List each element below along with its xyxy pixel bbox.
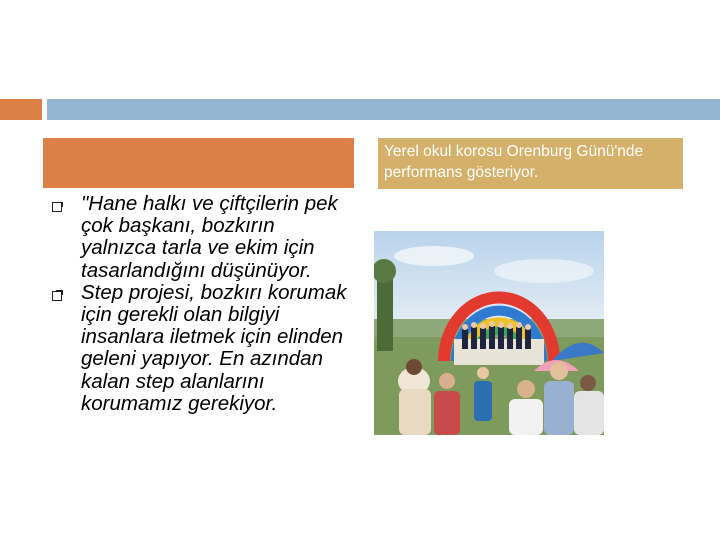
- checkbox-bullet-icon: [52, 291, 62, 301]
- checkbox-bullet-icon: [52, 202, 62, 212]
- title-placeholder-box: [43, 138, 354, 188]
- bullet-item: [48, 282, 348, 415]
- header-accent-bar-orange: [0, 99, 42, 120]
- bullet-item: [48, 193, 348, 282]
- photo-caption: Yerel okul korosu Orenburg Günü'nde performans gösteriyor.: [378, 138, 683, 189]
- bullet-text: "Hane halkı ve çiftçilerin pek çok başkanı, bozkırın yalnızca tarla ve ekim için tasarlandığını düşünüyor.: [81, 192, 338, 282]
- bullet-list: [48, 193, 348, 415]
- bullet-text: Step projesi, bozkırı korumak için gerekli olan bilgiyi insanlara iletmek için elinden geleni yapıyor. En azından kalan step alanlarını korumamız gerekiyor.: [81, 280, 347, 415]
- choir-photo: [374, 231, 604, 435]
- header-accent-bar-blue: [47, 99, 720, 120]
- choir-photo-image: [374, 231, 604, 435]
